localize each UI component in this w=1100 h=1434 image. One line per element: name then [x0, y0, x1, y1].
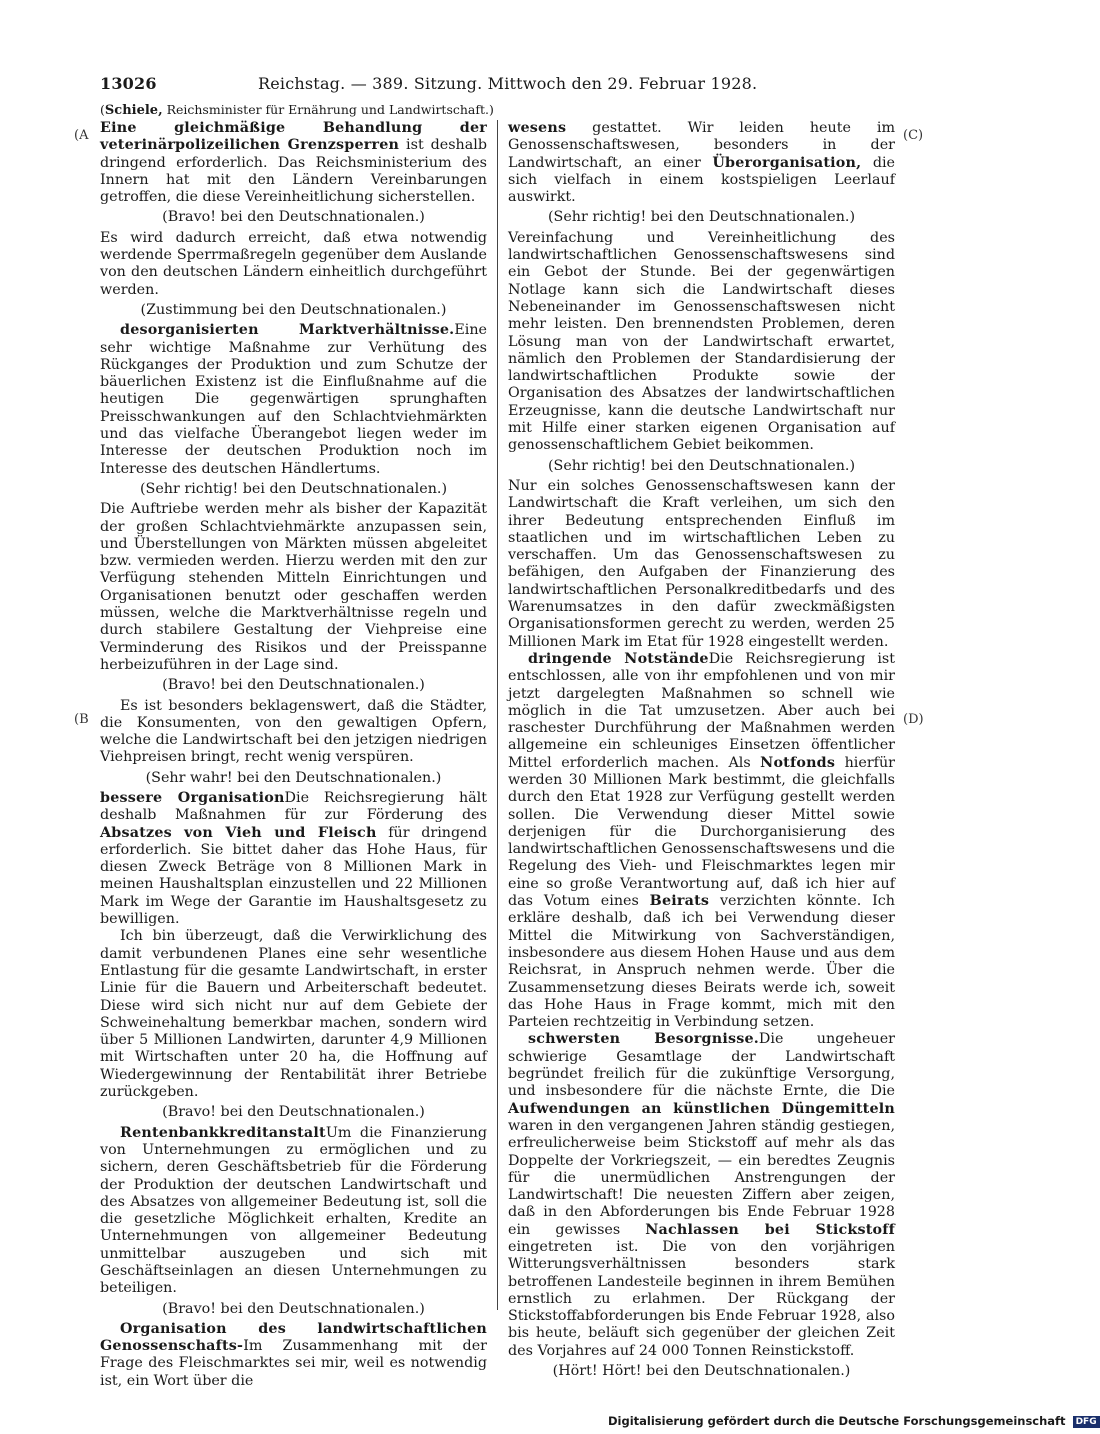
- interjection: (Bravo! bei den Deutschnationalen.): [162, 1104, 425, 1121]
- body-text: ein schleuniges Einsetzen öffentlicher Mittel erforderlich machen. Als: [508, 737, 895, 771]
- page-number: 13026: [100, 74, 157, 93]
- emphasis-text: Nachlassen bei Stickstoff: [645, 1221, 895, 1238]
- body-text: Die gegenwärtigen sprunghaften Preisschwankungen auf den Schlachtviehmärkten und das vielfache Überangebot liegen weder im Interesse der deutschen Produktion noch im Interesse des deutschen Händlertums.: [100, 391, 487, 477]
- emphasis-text: wesens: [508, 120, 567, 136]
- interjection: (Zustimmung bei den Deutschnationalen.): [140, 301, 447, 318]
- emphasis-text: Rentenbankkreditanstalt: [120, 1124, 326, 1141]
- emphasis-text: Beirats: [649, 893, 710, 910]
- body-text: die gesetzliche Möglichkeit erhalten, Kredite an Unternehmungen von allgemeiner Bedeutung unmittelbar auszugeben und sich mit Geschäftseinlagen an diesen Unternehmungen zu beteiligen.: [100, 1211, 487, 1297]
- paragraph: [100, 322, 487, 478]
- paragraph: [100, 120, 487, 206]
- emphasis-text: Organisation des landwirtschaftlichen Genossenschafts-: [100, 1320, 487, 1355]
- margin-mark-a: (A: [74, 128, 89, 143]
- margin-mark-d: (D): [903, 712, 924, 727]
- body-text: hierfür werden 30 Millionen Mark bestimmt, die gleichfalls durch den Etat 1928 zur Verfügung gestellt werden sollen. Die Verwendung dieser Mittel sowie derjenigen für die Durchorganisierung des landwirtschaftlichen Genossenschaftswesens und die Regelung des Vieh- und Fleischmarktes legen mir eine so große Verantwortung auf, daß ich hier auf das Votum eines: [508, 754, 895, 910]
- interjection: (Sehr richtig! bei den Deutschnationalen.): [547, 457, 856, 474]
- emphasis-text: dringende Notstände: [528, 650, 709, 667]
- body-text: gestattet. Wir leiden heute im Genossenschaftswesen, besonders in der Landwirtschaft, an einer: [508, 120, 895, 171]
- body-text: Die Auftriebe werden mehr als bisher der Kapazität der großen Schlachtviehmärkte anzupassen sein, und Überstellungen von Märkten müssen abgeleitet bzw. vermieden werden. Hierzu werden mit den zur Verfügung stehenden Mitteln Einrichtungen und Organisationen benutzt oder geschaffen werden müssen, welche die Marktverhältnisse regeln und durch stabilere Gestaltung der Viehpreise eine Verminderung des Risikos und der Preisspanne herbeizuführen in der Lage sind.: [100, 501, 487, 673]
- interjection: (Hört! Hört! bei den Deutschnationalen.): [552, 1363, 851, 1380]
- body-text: waren in den vergangenen Jahren ständig gestiegen, erfreulicherweise beim Stickstoff auf mehr als das Doppelte der Vorkriegszeit, — ein beredtes Zeugnis für die unermüdlichen Anstrengungen der Landwirtschaft! Die neuesten Ziffern aber zeigen, daß in den Abforderungen bis Ende Februar 1928 ein gewisses: [508, 1117, 895, 1238]
- margin-mark-c: (C): [903, 128, 924, 143]
- paragraph: [100, 790, 487, 928]
- margin-mark-b: (B: [74, 712, 89, 727]
- interjection: (Bravo! bei den Deutschnationalen.): [162, 209, 425, 226]
- page-title: Reichstag. — 389. Sitzung. Mittwoch den 29. Februar 1928.: [258, 74, 758, 93]
- paragraph: [100, 1321, 487, 1390]
- speaker-name: Schiele,: [104, 103, 163, 118]
- body-text: Um die Finanzierung von Unternehmungen zu ermöglichen und zu sichern, deren Geschäftsbetrieb für die Förderung der Produktion der deutschen Landwirtschaft und des Absatzes von allgemeiner Bedeutung ist, soll die: [100, 1124, 487, 1210]
- body-text: Es ist besonders beklagenswert, daß die Städter, die Konsumenten, von den gewaltigen Opfern, welche die Landwirtschaft bei den jetzigen niedrigen Viehpreisen bringt, recht wenig verspüren.: [100, 697, 487, 766]
- interjection: (Bravo! bei den Deutschnationalen.): [162, 677, 425, 694]
- paragraph: [508, 120, 895, 206]
- emphasis-text: Notfonds: [760, 754, 836, 771]
- emphasis-text: Absatzes von Vieh und Fleisch: [100, 824, 377, 841]
- body-text: Eine sehr wichtige Maßnahme zur Verhütung des Rückganges der Produktion und zum Schutze der bäuerlichen Existenz ist die Einflußnahme auf die heutigen: [100, 322, 487, 408]
- emphasis-text: Überorganisation,: [712, 154, 862, 171]
- paragraph: [100, 698, 487, 767]
- body-text: zur Förderung des: [324, 807, 487, 824]
- interjection: (Sehr richtig! bei den Deutschnationalen.): [547, 209, 856, 226]
- dfg-logo: DFG: [1073, 1416, 1100, 1428]
- paragraph: [508, 478, 895, 651]
- emphasis-text: schwersten Besorgnisse.: [528, 1031, 759, 1048]
- left-column: [100, 120, 487, 1389]
- paragraph: [100, 230, 487, 299]
- body-text: Ich bin überzeugt, daß die Verwirklichung des damit verbundenen Planes eine sehr wesentliche Entlastung für die gesamte Landwirtschaft, in erster Linie für die Bauern und Arbeiterschaft bedeutet. Diese wird sich nicht nur auf dem Gebiete der Schweinehaltung bemerkbar machen, sondern wird über 5 Millionen Landwirten, darunter 4,9 Millionen mit Wirtschaften unter 20 ha, die Hoffnung auf Wiedergewinnung der Rentabilität ihrer Betriebe zurückgeben.: [100, 928, 487, 1101]
- body-text: Die: [870, 1083, 895, 1100]
- body-text: für dringend erforderlich. Sie bittet daher das Hohe Haus, für diesen Zweck Beträge von 8 Millionen Mark in meinen Haushaltsplan einzustellen und 22 Millionen Mark im Wege der Garantie im Haushaltsgesetz zu bewilligen.: [100, 824, 487, 928]
- body-text: Nur ein solches Genossenschaftswesen kann der Landwirtschaft die Kraft verleihen, um sich den ihrer Bedeutung entsprechenden Einfluß im staatlichen und im wirtschaftlichen Leben zu verschaffen. Um das Genossenschaftswesen zu befähigen, den Aufgaben der Finanzierung des landwirtschaftlichen Personalkreditbedarfs und des Warenumsatzes in den dafür zweckmäßigsten Organisationsformen gerecht zu werden, werden 25 Millionen Mark im Etat für 1928 eingestellt werden.: [508, 477, 895, 650]
- body-text: Die Reichsregierung hält deshalb Maßnahmen für: [100, 789, 487, 824]
- emphasis-text: Eine gleichmäßige Behandlung der veterinärpolizeilichen Grenzsperren: [100, 120, 487, 154]
- paragraph: [100, 928, 487, 1101]
- column-divider: [497, 120, 498, 1310]
- body-text: verzichten könnte. Ich erkläre deshalb, daß ich bei Verwendung dieser Mittel die Mitwirkung von Sachverständigen, insbesondere aus diesem Hohen Hause und aus dem Reichsrat, in Anspruch nehmen werde. Über die Zusammensetzung dieses Beirats werde ich, soweit das Hohe Haus in Frage kommt, mich mit den Parteien rechtzeitig in Verbindung setzen.: [508, 893, 895, 1031]
- paragraph: [508, 230, 895, 455]
- footer-text: Digitalisierung gefördert durch die Deutsche Forschungsgemeinschaft: [608, 1414, 1066, 1428]
- body-text: ist deshalb dringend erforderlich. Das Reichsministerium des Innern hat mit den Ländern Vereinbarungen getroffen, die diese Vereinheitlichung sicherstellen.: [100, 137, 487, 206]
- speaker-note: (Schiele, Reichsminister für Ernährung und Landwirtschaft.): [100, 102, 494, 118]
- body-text: Im Zusammenhang mit der Frage des Fleischmarktes sei mir, weil es notwendig ist, ein Wort über die: [100, 1338, 487, 1389]
- paragraph: [508, 1031, 895, 1360]
- emphasis-text: Aufwendungen an künstlichen Düngemitteln: [508, 1100, 895, 1117]
- paragraph: [100, 501, 487, 674]
- interjection: (Sehr richtig! bei den Deutschnationalen.): [139, 480, 448, 497]
- speaker-role: Reichsminister für Ernährung und Landwirtschaft.): [166, 102, 494, 117]
- interjection: (Bravo! bei den Deutschnationalen.): [162, 1300, 425, 1317]
- body-text: Die Reichsregierung ist entschlossen, alle von ihr empfohlenen und von mir jetzt dargelegten Maßnahmen so schnell wie möglich in die Tat umzusetzen. Aber auch bei raschester Durchführung der Maßnahmen werden allgemeine: [508, 650, 895, 754]
- footer: [608, 1414, 1097, 1428]
- emphasis-text: desorganisierten Marktverhältnisse.: [120, 322, 455, 339]
- body-text: die sich vielfach in einem kostspieligen Leerlauf auswirkt.: [508, 154, 896, 206]
- right-column: [508, 120, 896, 1380]
- body-text: eingetreten ist. Die von den vorjährigen Witterungsverhältnissen besonders stark betroffenen Landesteile beginnen in ihrem Bemühen ernstlich zu erlahmen. Der Rückgang der Stickstoffabforderungen bis Ende Februar 1928, also bis heute, beläuft sich gegenüber der gleichen Zeit des Vorjahres auf 24 000 Tonnen Reinstickstoff.: [508, 1239, 895, 1359]
- paragraph: [508, 651, 895, 1032]
- paragraph: [100, 1125, 487, 1298]
- body-text: Vereinfachung und Vereinheitlichung des landwirtschaftlichen Genossenschaftswesens sind ein Gebot der Stunde. Bei der gegenwärtigen Notlage kann sich die Landwirtschaft dieses Nebeneinander im Genossenschaftswesen nicht mehr leisten. Den brennendsten Problemen, deren Lösung man von der Landwirtschaft erwartet, nämlich den Problemen der Standardisierung der landwirtschaftlichen Produkte sowie der Organisation des Absatzes der landwirtschaftlichen Erzeugnisse, kann die deutsche Landwirtschaft nur mit Hilfe einer starken eigenen Organisation auf genossenschaftlichem Gebiet beikommen.: [508, 229, 895, 454]
- body-text: Es wird dadurch erreicht, daß etwa notwendig werdende Sperrmaßregeln gegenüber dem Auslande von den deutschen Ländern einheitlich durchgeführt werden.: [100, 229, 487, 298]
- body-text: Die ungeheuer schwierige Gesamtlage der Landwirtschaft begründet freilich für die zukünftige Versorgung, und insbesondere für die nächste Ernte, die: [508, 1031, 895, 1100]
- emphasis-text: bessere Organisation: [100, 789, 285, 806]
- interjection: (Sehr wahr! bei den Deutschnationalen.): [145, 769, 442, 786]
